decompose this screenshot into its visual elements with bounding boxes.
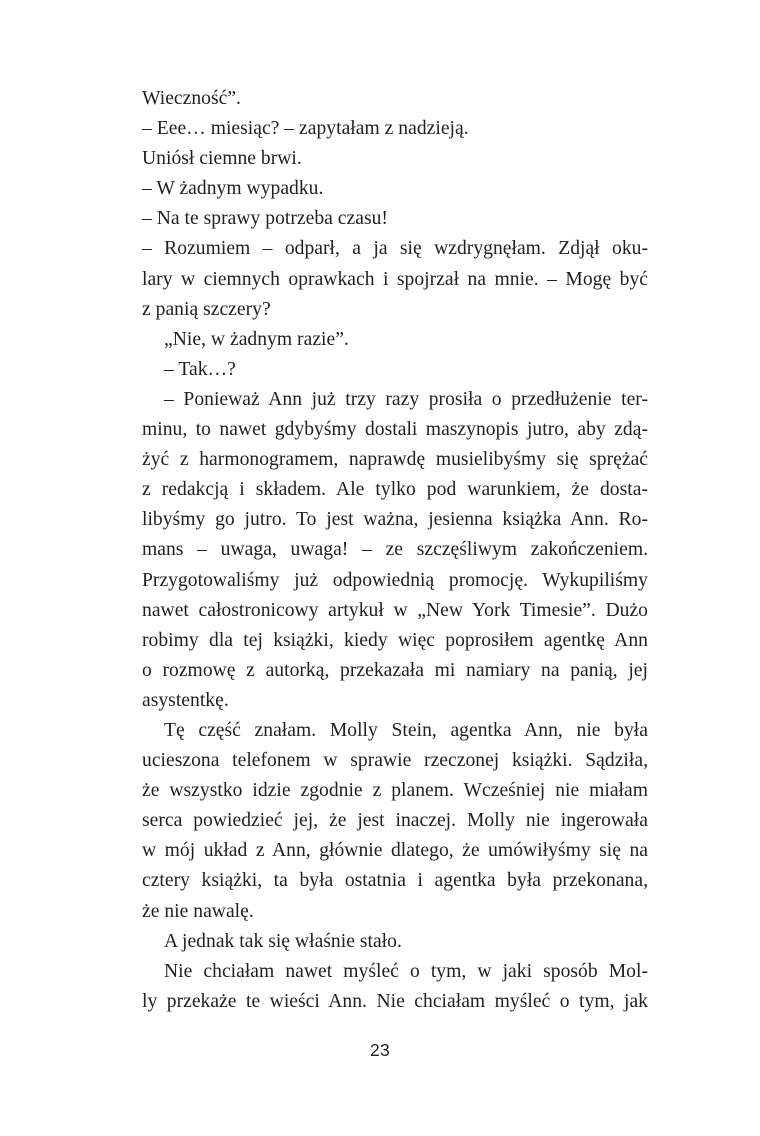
text-line: libyśmy go jutro. To jest ważna, jesienna książka Ann. Ro- [142, 509, 648, 531]
text-line: – Rozumiem – odparł, a ja się wzdrygnęłam. Zdjął oku- [142, 238, 648, 260]
text-line: nawet całostronicowy artykuł w „New York Timesie”. Dużo [142, 599, 648, 621]
text-line: Nie chciałam nawet myśleć o tym, w jaki sposób Mol- [164, 960, 648, 982]
text-line: ly przekaże te wieści Ann. Nie chciałam myśleć o tym, jak [142, 990, 648, 1012]
text-line: z panią szczery? [142, 298, 271, 320]
text-line: Przygotowaliśmy już odpowiednią promocję. Wykupiliśmy [142, 569, 648, 591]
text-line: Uniósł ciemne brwi. [142, 148, 302, 170]
page-number: 23 [369, 1040, 391, 1060]
text-line: Wieczność”. [142, 88, 241, 109]
text-line: – Eee… miesiąc? – zapytałam z nadzieją. [142, 118, 469, 140]
text-line: – Na te sprawy potrzeba czasu! [142, 208, 388, 230]
page-body-text [142, 84, 648, 1017]
text-line: ucieszona telefonem w sprawie rzeczonej książki. Sądziła, [142, 750, 648, 772]
text-line: asystentkę. [142, 689, 229, 711]
text-line: że wszystko idzie zgodnie z planem. Wcześniej nie miałam [142, 780, 648, 802]
text-line: – Tak…? [164, 358, 236, 380]
text-line: żyć z harmonogramem, naprawdę musielibyśmy się sprężać [142, 449, 648, 471]
text-line: A jednak tak się właśnie stało. [164, 930, 402, 952]
text-line: mans – uwaga, uwaga! – ze szczęśliwym zakończeniem. [142, 539, 648, 561]
text-line: robimy dla tej książki, kiedy więc poprosiłem agentkę Ann [142, 629, 648, 651]
text-line: Tę część znałam. Molly Stein, agentka Ann, nie była [164, 719, 648, 741]
text-line: „Nie, w żadnym razie”. [164, 328, 349, 350]
text-line: cztery książki, ta była ostatnia i agentka była przekonana, [142, 870, 648, 892]
text-line: w mój układ z Ann, głównie dlatego, że umówiłyśmy się na [142, 840, 648, 862]
text-line: że nie nawalę. [142, 900, 254, 922]
text-line: serca powiedzieć jej, że jest inaczej. Molly nie ingerowała [142, 810, 648, 832]
text-line: minu, to nawet gdybyśmy dostali maszynopis jutro, aby zdą- [142, 419, 648, 441]
text-line: z redakcją i składem. Ale tylko pod warunkiem, że dosta- [142, 479, 648, 501]
text-line: o rozmowę z autorką, przekazała mi namiary na panią, jej [142, 659, 648, 681]
text-line: – W żadnym wypadku. [142, 178, 324, 200]
text-line: – Ponieważ Ann już trzy razy prosiła o przedłużenie ter- [164, 388, 648, 410]
text-line: lary w ciemnych oprawkach i spojrzał na mnie. – Mogę być [142, 268, 648, 290]
